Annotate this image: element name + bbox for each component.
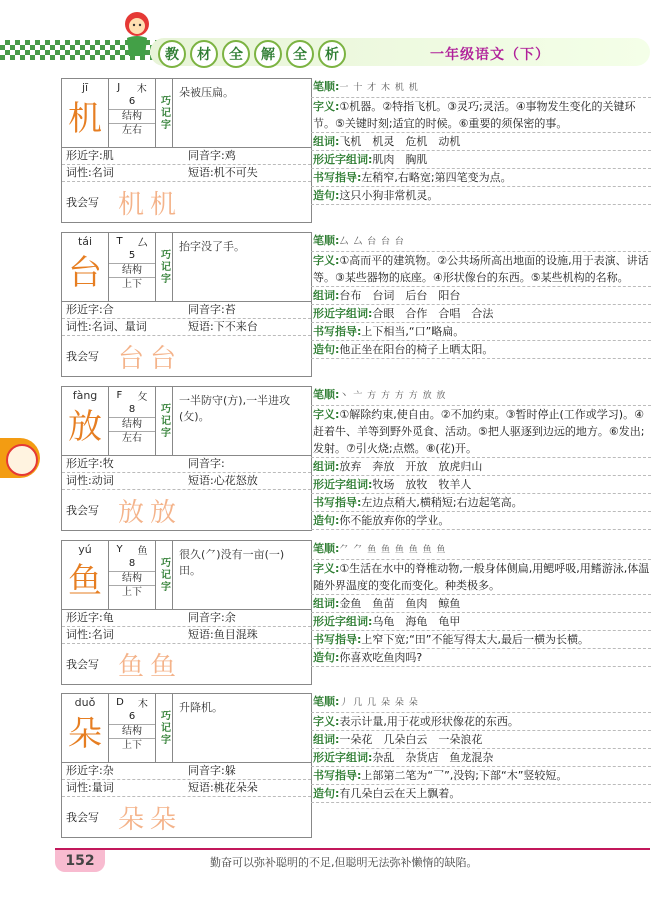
bishun-label: 笔顺: xyxy=(313,542,340,555)
duanyu-value: 心花怒放 xyxy=(213,474,258,487)
mascot-icon xyxy=(115,8,159,60)
structure-value: 上下 xyxy=(109,277,155,291)
ziyi-text: ①机器。②特指飞机。③灵巧;灵活。④事物发生变化的关键环节。⑤关键时刻;适宜的时候。⑥重要的须保密的事。 xyxy=(313,100,636,130)
zuci-text: 放弃 奔放 开放 放虎归山 xyxy=(339,460,483,473)
tongyin-value: 躲 xyxy=(224,764,236,777)
radical: 攵 xyxy=(137,391,148,403)
zaoju-label: 造句: xyxy=(313,514,340,527)
xingjin-zuci-text: 乌龟 海龟 龟甲 xyxy=(372,615,461,628)
char-card xyxy=(61,386,312,531)
shuxie-text: 左边点稍大,横稍短;右边起笔高。 xyxy=(361,496,523,509)
char-details xyxy=(311,386,651,530)
stroke-order: ⺈ ⺈ 鱼 鱼 鱼 鱼 鱼 鱼 xyxy=(339,545,447,555)
xingjin-value: 合 xyxy=(102,303,114,316)
ziyi-label: 字义: xyxy=(313,562,340,575)
char-info xyxy=(109,79,156,147)
zaoju-text: 你喜欢吃鱼肉吗? xyxy=(339,651,423,664)
shuxie-text: 上窄下宽;“田”不能写得太大,最后一横为长横。 xyxy=(361,633,590,646)
ziyi-label: 字义: xyxy=(313,715,340,728)
char-box xyxy=(62,233,109,301)
stroke-count: 8 xyxy=(128,558,136,569)
zuci-text: 台布 台词 后台 阳台 xyxy=(339,289,461,302)
char-box xyxy=(62,387,109,455)
zaoju-text: 他正坐在阳台的椅子上晒太阳。 xyxy=(339,343,494,356)
bishun-label: 笔顺: xyxy=(313,234,340,247)
radical: 木 xyxy=(137,698,148,710)
pinyin: fàng xyxy=(72,389,98,402)
pinyin: tái xyxy=(77,235,93,248)
title-char: 全 xyxy=(286,40,314,68)
side-tab xyxy=(0,438,40,478)
zaoju-text: 这只小狗非常机灵。 xyxy=(339,189,439,202)
xingjin-label: 形近字: xyxy=(66,457,103,470)
footer-divider xyxy=(55,848,650,850)
pinyin: duǒ xyxy=(74,696,96,709)
big-char: 台 xyxy=(68,253,102,293)
memory-tip: 一半防守(方),一半进攻(攵)。 xyxy=(179,394,291,423)
cixing-value: 名词 xyxy=(91,628,114,641)
char-info xyxy=(109,541,156,609)
xingjin-zuci-text: 肌肉 胸肌 xyxy=(372,153,428,166)
duanyu-label: 短语: xyxy=(188,628,214,641)
title-chars xyxy=(158,40,346,68)
wohuixie-label: 我会写 xyxy=(66,658,99,671)
tongyin-label: 同音字: xyxy=(188,303,225,316)
page-number: 152 xyxy=(55,850,105,872)
grade-subtitle: 一年级语文（下） xyxy=(430,47,550,63)
initial-letter: Y xyxy=(116,543,123,555)
char-box xyxy=(62,541,109,609)
title-char: 教 xyxy=(158,40,186,68)
tongyin-label: 同音字: xyxy=(188,149,225,162)
zuci-text: 飞机 机灵 危机 动机 xyxy=(339,135,461,148)
qiaoji-label: 巧记字 xyxy=(156,79,173,147)
char-info xyxy=(109,233,156,301)
stroke-count: 6 xyxy=(128,96,136,107)
xingjin-value: 龟 xyxy=(102,611,114,624)
tongyin-value: 鸡 xyxy=(224,149,236,162)
title-char: 析 xyxy=(318,40,346,68)
char-card xyxy=(61,232,312,377)
zuci-label: 组词: xyxy=(313,733,340,746)
shuxie-label: 书写指导: xyxy=(313,171,362,184)
xingjin-zuci-label: 形近字组词: xyxy=(313,307,373,320)
structure-label: 结构 xyxy=(109,417,155,431)
footer-motto: 勤奋可以弥补聪明的不足,但聪明无法弥补懒惰的缺陷。 xyxy=(210,856,478,869)
structure-label: 结构 xyxy=(109,109,155,123)
stroke-order: 厶 厶 台 台 台 xyxy=(339,237,405,247)
char-details xyxy=(311,78,651,205)
xingjin-label: 形近字: xyxy=(66,149,103,162)
xingjin-zuci-label: 形近字组词: xyxy=(313,153,373,166)
practice-chars: 机机 xyxy=(118,189,183,220)
duanyu-value: 鱼目混珠 xyxy=(213,628,258,641)
char-card xyxy=(61,78,312,223)
title-char: 全 xyxy=(222,40,250,68)
bishun-label: 笔顺: xyxy=(313,388,340,401)
memory-tip: 抬字没了手。 xyxy=(179,240,245,253)
stroke-order: 丿 几 几 朵 朵 朵 xyxy=(339,698,419,708)
stroke-order: 一 十 才 木 机 机 xyxy=(339,83,419,93)
cixing-value: 量词 xyxy=(91,781,114,794)
zaoju-text: 你不能放弃你的学业。 xyxy=(339,514,450,527)
ziyi-label: 字义: xyxy=(313,254,340,267)
duanyu-value: 下不来台 xyxy=(213,320,258,333)
shuxie-label: 书写指导: xyxy=(313,633,362,646)
cixing-label: 词性: xyxy=(66,320,92,333)
tongyin-value: 余 xyxy=(224,611,236,624)
ziyi-text: ①生活在水中的脊椎动物,一般身体侧扁,用鳃呼吸,用鳍游泳,体温随外界温度的变化而变化。种类极多。 xyxy=(313,562,650,592)
char-card xyxy=(61,693,312,838)
qiaoji-label: 巧记字 xyxy=(156,233,173,301)
duanyu-label: 短语: xyxy=(188,166,214,179)
cixing-label: 词性: xyxy=(66,781,92,794)
practice-chars: 鱼鱼 xyxy=(118,651,183,682)
zuci-label: 组词: xyxy=(313,597,340,610)
cixing-label: 词性: xyxy=(66,166,92,179)
char-box xyxy=(62,79,109,147)
memory-tip: 升降机。 xyxy=(179,701,223,714)
shuxie-label: 书写指导: xyxy=(313,769,362,782)
practice-chars: 朵朵 xyxy=(118,804,183,835)
zaoju-label: 造句: xyxy=(313,651,340,664)
wohuixie-label: 我会写 xyxy=(66,504,99,517)
cixing-value: 名词、量词 xyxy=(91,320,147,333)
zaoju-label: 造句: xyxy=(313,343,340,356)
page-header xyxy=(0,0,658,70)
duanyu-label: 短语: xyxy=(188,320,214,333)
big-char: 放 xyxy=(68,407,102,447)
shuxie-label: 书写指导: xyxy=(313,325,362,338)
tongyin-value: 苔 xyxy=(224,303,236,316)
practice-chars: 放放 xyxy=(118,497,183,528)
big-char: 机 xyxy=(68,99,102,139)
wohuixie-label: 我会写 xyxy=(66,811,99,824)
radical: 木 xyxy=(136,83,147,95)
ziyi-text: 表示计量,用于花或形状像花的东西。 xyxy=(339,715,519,728)
xingjin-zuci-label: 形近字组词: xyxy=(313,615,373,628)
xingjin-label: 形近字: xyxy=(66,764,103,777)
xingjin-zuci-text: 合眼 合作 合唱 合法 xyxy=(372,307,494,320)
tongyin-label: 同音字: xyxy=(188,611,225,624)
char-details xyxy=(311,540,651,667)
bishun-label: 笔顺: xyxy=(313,80,340,93)
ziyi-label: 字义: xyxy=(313,408,340,421)
initial-letter: F xyxy=(116,389,123,401)
xingjin-label: 形近字: xyxy=(66,611,103,624)
structure-value: 左右 xyxy=(109,431,155,445)
shuxie-text: 上部第二笔为“乛”,没钩;下部“木”竖较短。 xyxy=(361,769,568,782)
duanyu-label: 短语: xyxy=(188,474,214,487)
zuci-text: 一朵花 几朵白云 一朵浪花 xyxy=(339,733,483,746)
big-char: 朵 xyxy=(68,714,102,754)
xingjin-value: 肌 xyxy=(102,149,114,162)
duanyu-value: 桃花朵朵 xyxy=(213,781,258,794)
zuci-text: 金鱼 鱼苗 鱼肉 鲸鱼 xyxy=(339,597,461,610)
shuxie-label: 书写指导: xyxy=(313,496,362,509)
zaoju-label: 造句: xyxy=(313,787,340,800)
pinyin: yú xyxy=(78,543,92,556)
shuxie-text: 上下相当,“口”略扁。 xyxy=(361,325,465,338)
zuci-label: 组词: xyxy=(313,289,340,302)
title-char: 材 xyxy=(190,40,218,68)
stroke-order: 丶 亠 方 方 方 方 放 放 xyxy=(339,391,447,401)
qiaoji-label: 巧记字 xyxy=(156,541,173,609)
pinyin: jī xyxy=(81,81,89,94)
cixing-label: 词性: xyxy=(66,628,92,641)
duanyu-label: 短语: xyxy=(188,781,214,794)
cixing-value: 动词 xyxy=(91,474,114,487)
zuci-label: 组词: xyxy=(313,460,340,473)
char-card xyxy=(61,540,312,685)
wohuixie-label: 我会写 xyxy=(66,350,99,363)
char-details xyxy=(311,232,651,359)
initial-letter: T xyxy=(116,235,123,247)
xingjin-zuci-label: 形近字组词: xyxy=(313,751,373,764)
wohuixie-label: 我会写 xyxy=(66,196,99,209)
char-details xyxy=(311,693,651,803)
structure-label: 结构 xyxy=(109,571,155,585)
structure-value: 左右 xyxy=(109,123,155,137)
structure-label: 结构 xyxy=(109,724,155,738)
ziyi-text: ①解除约束,使自由。②不加约束。③暂时停止(工作或学习)。④赶着牛、羊等到野外觅食、活动。⑤把人驱逐到边远的地方。⑥发出;发射。⑦引火烧;点燃。⑧(花)开。 xyxy=(313,408,645,455)
stroke-count: 6 xyxy=(128,711,136,722)
char-info xyxy=(109,387,156,455)
stroke-count: 8 xyxy=(128,404,136,415)
char-info xyxy=(109,694,156,762)
structure-label: 结构 xyxy=(109,263,155,277)
qiaoji-label: 巧记字 xyxy=(156,694,173,762)
mascot-face-icon xyxy=(6,444,38,476)
duanyu-value: 机不可失 xyxy=(213,166,258,179)
cixing-value: 名词 xyxy=(91,166,114,179)
ziyi-label: 字义: xyxy=(313,100,340,113)
bishun-label: 笔顺: xyxy=(313,695,340,708)
structure-value: 上下 xyxy=(109,585,155,599)
big-char: 鱼 xyxy=(68,561,102,601)
practice-chars: 台台 xyxy=(118,343,183,374)
initial-letter: J xyxy=(117,81,121,93)
ziyi-text: ①高而平的建筑物。②公共场所高出地面的设施,用于表演、讲话等。③某些器物的底座。④形状像台的东西。⑤某些机构的名称。 xyxy=(313,254,649,284)
zaoju-text: 有几朵白云在天上飘着。 xyxy=(339,787,461,800)
xingjin-zuci-label: 形近字组词: xyxy=(313,478,373,491)
structure-value: 上下 xyxy=(109,738,155,752)
stroke-count: 5 xyxy=(128,250,136,261)
memory-tip: 很久(⺈)没有一亩(一)田。 xyxy=(179,548,285,577)
shuxie-text: 左稍窄,右略宽;第四笔变为点。 xyxy=(361,171,512,184)
tongyin-label: 同音字: xyxy=(188,457,225,470)
zaoju-label: 造句: xyxy=(313,189,340,202)
memory-tip: 朵被压扁。 xyxy=(179,86,234,99)
char-box xyxy=(62,694,109,762)
xingjin-label: 形近字: xyxy=(66,303,103,316)
xingjin-zuci-text: 牧场 放牧 牧羊人 xyxy=(372,478,472,491)
initial-letter: D xyxy=(116,696,124,708)
radical: 厶 xyxy=(137,237,148,249)
qiaoji-label: 巧记字 xyxy=(156,387,173,455)
tongyin-label: 同音字: xyxy=(188,764,225,777)
xingjin-zuci-text: 杂乱 杂货店 鱼龙混杂 xyxy=(372,751,494,764)
xingjin-value: 牧 xyxy=(102,457,114,470)
radical: 鱼 xyxy=(137,545,148,557)
xingjin-value: 杂 xyxy=(102,764,114,777)
zuci-label: 组词: xyxy=(313,135,340,148)
title-char: 解 xyxy=(254,40,282,68)
cixing-label: 词性: xyxy=(66,474,92,487)
